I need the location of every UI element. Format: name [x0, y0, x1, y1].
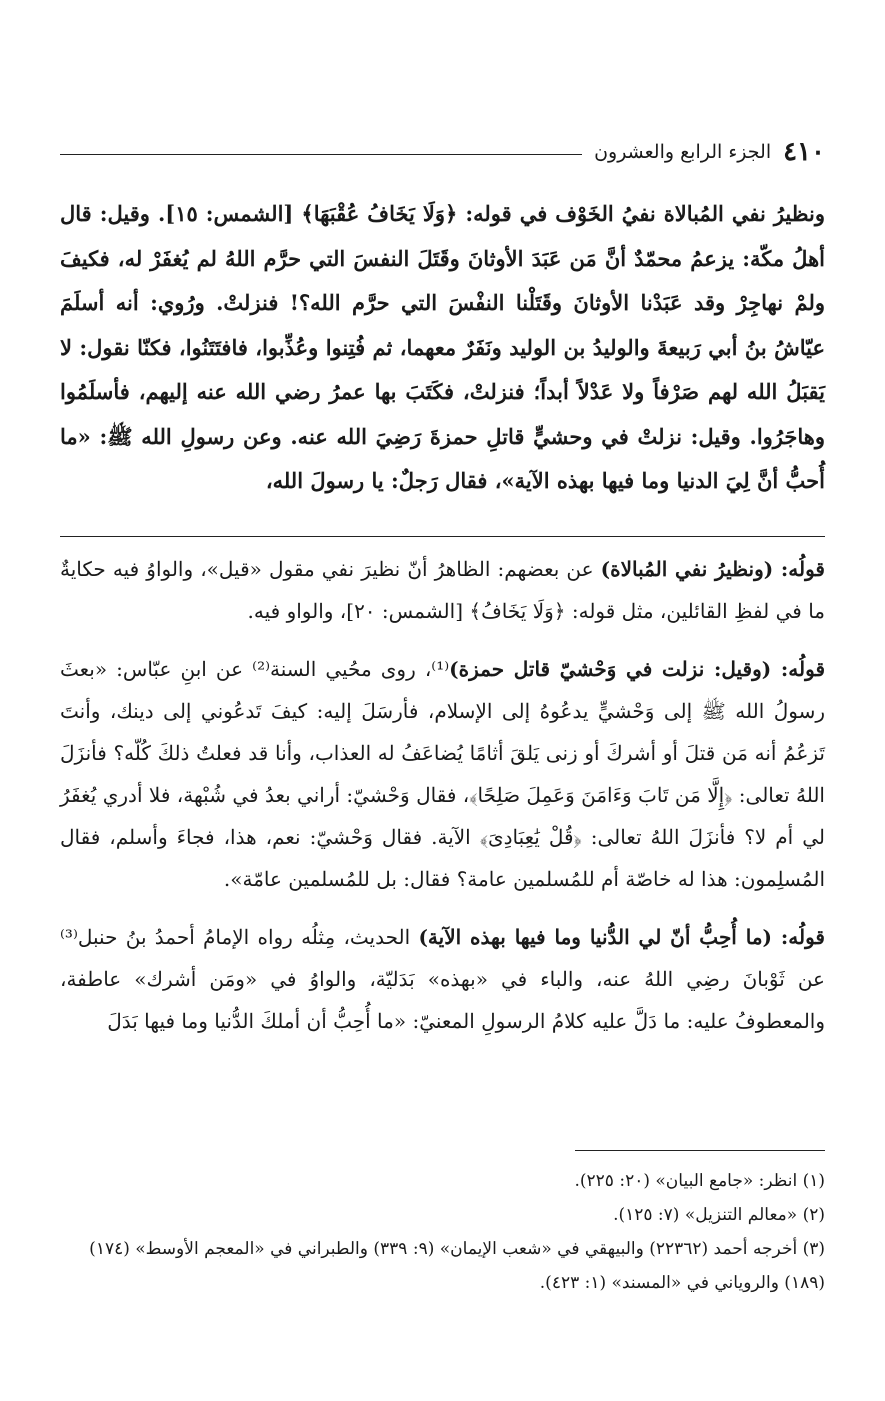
commentary-paragraph — [60, 648, 825, 900]
commentary-text: ⁽¹⁾، روى محُيي السنة⁽²⁾ عن ابنِ عبّاس: «بعثَ رسولُ الله ﷺ إلى وَحْشيٍّ يدعُوهُ إلى الإسلام، فأرسَلَ إليه: كيفَ تَدعُوني إلى دينك، وأنتَ تَزعُمُ أنه مَن قتلَ أو أشركَ أو زنى يَلقَ أثامًا يُضاعَفُ له العذاب، وأنا قد فعلتُ ذلكَ كُلّه؟ فأنزَلَ اللهُ تعالى: ﴿إِلَّا مَن تَابَ وَءَامَنَ وَعَمِلَ صَلِحًا﴾، فقال وَحْشيّ: أراني بعدُ في شُبْهة، فلا أدري يُغفَرُ لي أم لا؟ فأنزَلَ اللهُ تعالى: ﴿قُلْ يَٰعِبَادِىَ﴾ الآية. فقال وَحْشيّ: نعم، هذا، فجاءَ وأسلم، فقال المُسلِمون: هذا له خاصّة أم للمُسلمين عامة؟ فقال: بل للمُسلمين عامّة». — [60, 657, 825, 891]
page-number: ٤١٠ — [783, 137, 825, 167]
commentary-paragraph — [60, 916, 825, 1042]
book-page — [60, 0, 825, 1401]
footnote-divider — [575, 1150, 825, 1151]
header-rule — [60, 154, 582, 155]
footnote: (٢) «معالم التنزيل» (٧: ١٢٥). — [613, 1205, 825, 1225]
commentary-text: عن بعضهم: الظاهرُ أنّ نظيرَ نفي مقول «قيل»، والواوُ فيه حكايةٌ ما في لفظِ القائلين، مثل قوله: ﴿وَلَا يَخَافُ﴾ [الشمس: ٢٠]، والواو فيه. — [60, 557, 825, 623]
footnote: (٣) أخرجه أحمد (٢٢٣٦٢) والبيهقي في «شعب الإيمان» (٩: ٣٣٩) والطبراني في «المعجم الأوسط» (١٧٤) (١٨٩) والروياني في «المسند» (١: ٤٢٣). — [89, 1239, 825, 1293]
commentary-block — [60, 548, 825, 1058]
main-paragraph: ونظيرُ نفي المُبالاة نفيُ الخَوْف في قوله: ﴿وَلَا يَخَافُ عُقْبَهَا﴾ [الشمس: ١٥]. وقيل: قال أهلُ مكّة: يزعمُ محمّدٌ أنَّ مَن عَبَدَ الأوثانَ وقَتَلَ النفسَ التي حرَّم اللهُ لم يُغفَرْ له، فكيفَ ولمْ نهاجِرْ وقد عَبَدْنا الأوثانَ وقَتَلْنا النفْسَ التي حرَّم الله؟! فنزلتْ. ورُوي: أنه أسلَمَ عيّاشُ بنُ أبي رَبيعةَ والوليدُ بن الوليد ونَفَرٌ معهما، ثم فُتِنوا وعُذِّبوا، فافتَتَنُوا، فكنّا نقول: لا يَقبَلُ الله لهم صَرْفاً ولا عَدْلاً أبداً؛ فنزلتْ، فكَتَبَ بها عمرُ رضي الله عنه إليهم، فأسلَمُوا وهاجَرُوا. وقيل: نزلتْ في وحشيٍّ قاتلِ حمزةَ رَضِيَ الله عنه. وعن رسولِ الله ﷺ: «ما أُحبُّ أنَّ لِيَ الدنيا وما فيها بهذه الآية»، فقال رَجلٌ: يا رسولَ الله، — [60, 201, 825, 493]
commentary-lead: قولُه: (ما أُحِبُّ أنّ لي الدُّنيا وما فيها بهذه الآية) — [418, 925, 825, 949]
commentary-divider — [60, 536, 825, 537]
footnotes-block — [60, 1164, 825, 1300]
commentary-lead: قولُه: (ونظيرُ نفي المُبالاة) — [600, 557, 825, 581]
page-header — [60, 132, 825, 172]
footnote: (١) انظر: «جامع البيان» (٢٠: ٢٢٥). — [574, 1171, 825, 1191]
commentary-lead: قولُه: (وقيل: نزلت في وَحْشيّ قاتل حمزة) — [449, 657, 826, 681]
main-text-block — [60, 192, 825, 504]
commentary-paragraph — [60, 548, 825, 632]
running-title: الجزء الرابع والعشرون — [594, 141, 772, 163]
commentary-text: الحديث، مِثلُه رواه الإمامُ أحمدُ بنُ حنبل⁽³⁾ عن ثَوْبانَ رضِي اللهُ عنه، والباء في «بهذه» بَدَليّة، والواوُ في «ومَن أشرك» عاطفة، والمعطوفُ عليه: ما دَلَّ عليه كلامُ الرسولِ المعنيّ: «ما أُحِبُّ أن أملكَ الدُّنيا وما فيها بَدَلَ — [60, 925, 825, 1033]
